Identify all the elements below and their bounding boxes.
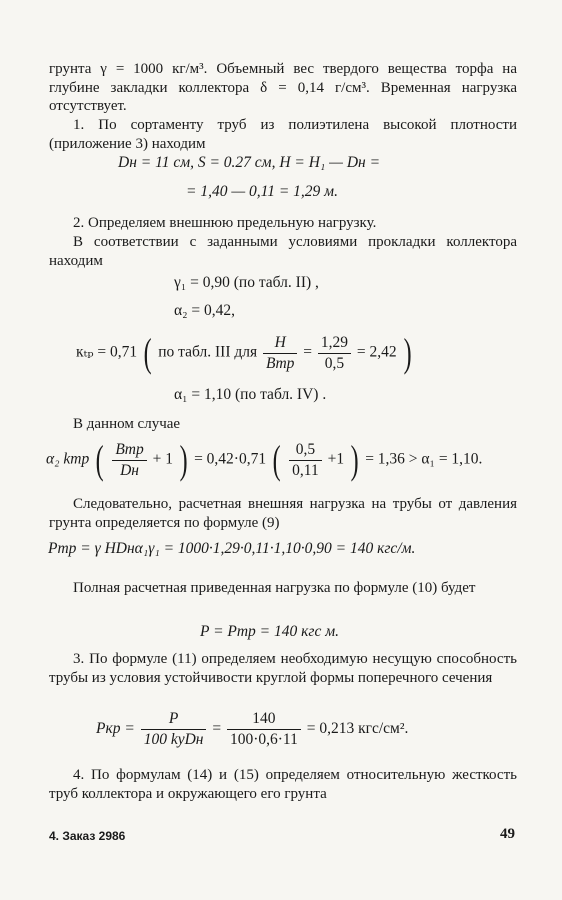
ineq-plus: +1 xyxy=(327,450,345,468)
formula-height: = 1,40 — 0,11 = 1,29 м. xyxy=(186,183,338,200)
fraction-den: 0,5 xyxy=(324,354,345,372)
paragraph-step-3: 3. По формуле (11) определяем необходимую несущую способность трубы из условия устойчивости круглой формы поперечного сечения xyxy=(49,651,517,686)
fraction-num: 0,5 xyxy=(289,441,322,461)
paragraph-step-2: 2. Определяем внешнюю предельную нагрузку. xyxy=(73,215,377,231)
fraction-den: 100 kуDн xyxy=(143,731,204,748)
pkr-result: = 0,213 кгс/см². xyxy=(306,720,409,738)
paragraph-step-1: 1. По сортаменту труб из полиэтилена высокой плотности (приложение 3) находим xyxy=(49,117,517,152)
fraction-values xyxy=(318,334,351,373)
page-number: 49 xyxy=(500,826,515,842)
equals-sign: = xyxy=(212,720,222,738)
formula-diameter: Dн = 11 см, S = 0.27 см, H = H₁ — Dн = xyxy=(118,154,381,171)
ktr-table-ref: по табл. III для xyxy=(158,343,258,361)
ineq-left: α₂ kтр xyxy=(46,450,90,468)
fraction-h-btr xyxy=(263,334,297,373)
fraction-num: Bтр xyxy=(112,441,146,461)
fraction-den: 0,11 xyxy=(292,461,319,479)
fraction-num: P xyxy=(141,710,207,730)
paragraph-case: В данном случае xyxy=(73,416,181,432)
paren-open: ( xyxy=(143,330,152,375)
formula-p: P = Pтр = 140 кгс м. xyxy=(200,623,339,640)
fraction-den: Dн xyxy=(120,461,139,479)
paren-close: ) xyxy=(179,437,188,482)
equals-sign: = xyxy=(303,343,313,361)
ineq-result: = 1,36 > α₁ = 1,10. xyxy=(365,450,483,468)
fraction-den: 100·0,6·11 xyxy=(229,731,298,748)
ktr-value: кₜₚ = 0,71 xyxy=(76,343,138,361)
fraction-btr-dn xyxy=(112,441,146,480)
fraction-num: 1,29 xyxy=(318,334,351,354)
fraction-num: H xyxy=(263,334,297,354)
formula-inequality xyxy=(46,437,483,482)
formula-pkr xyxy=(96,710,408,749)
fraction-values xyxy=(289,441,322,480)
paragraph-conditions: В соответствии с заданными условиями прокладки коллектора находим xyxy=(49,234,517,269)
formula-ptr: Pтр = γ HDнα₁γ₁ = 1000·1,29·0,11·1,10·0,90 = 140 кгс/м. xyxy=(48,540,416,557)
paren-open: ( xyxy=(272,437,281,482)
fraction-p-kydn xyxy=(141,710,207,749)
formula-alpha2: α₂ = 0,42, xyxy=(174,302,236,319)
footer-order-number: 4. Заказ 2986 xyxy=(49,829,126,843)
paren-close: ) xyxy=(350,437,359,482)
ktr-result: = 2,42 xyxy=(356,343,397,361)
paragraph-therefore: Следовательно, расчетная внешняя нагрузка на трубы от давления грунта определяется по формуле (9) xyxy=(49,496,517,531)
formula-gamma1: γ₁ = 0,90 (по табл. II) , xyxy=(174,274,319,291)
fraction-den: Bтр xyxy=(265,354,295,372)
ineq-mid: = 0,42·0,71 xyxy=(194,450,267,468)
pkr-left: Pкр = xyxy=(96,720,135,738)
paragraph-intro: грунта γ = 1000 кг/м³. Объемный вес твердого вещества торфа на глубине закладки коллектора δ = 0,14 г/см³. Временная нагрузка отсутствует. xyxy=(49,61,517,114)
paren-open: ( xyxy=(95,437,104,482)
paragraph-full-load: Полная расчетная приведенная нагрузка по формуле (10) будет xyxy=(73,580,476,596)
fraction-values xyxy=(227,710,301,749)
ineq-plus: + 1 xyxy=(152,450,173,468)
paren-close: ) xyxy=(403,330,412,375)
formula-ktr xyxy=(76,330,414,375)
paragraph-step-4: 4. По формулам (14) и (15) определяем относительную жесткость труб коллектора и окружающего его грунта xyxy=(49,767,517,802)
fraction-num: 140 xyxy=(227,710,301,730)
formula-alpha1: α₁ = 1,10 (по табл. IV) . xyxy=(174,386,327,403)
